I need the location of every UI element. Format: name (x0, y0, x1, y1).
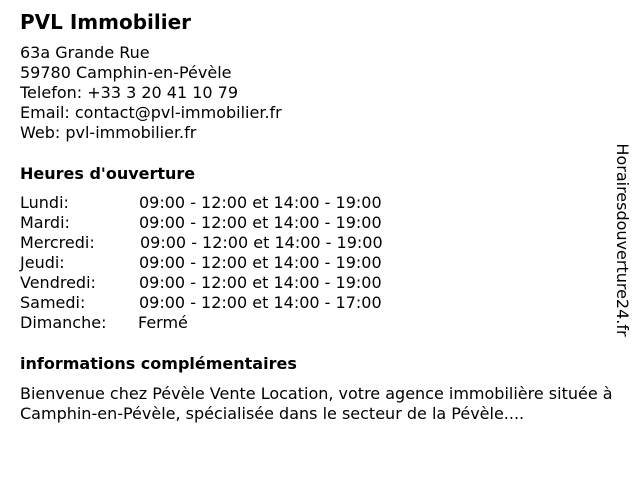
time-range: 09:00 - 12:00 et 14:00 - 19:00 (140, 233, 383, 252)
website-link[interactable]: Web: pvl-immobilier.fr (20, 123, 197, 142)
hours-heading: Heures d'ouverture (20, 164, 196, 183)
email-address[interactable]: Email: contact@pvl-immobilier.fr (20, 103, 282, 122)
business-name: PVL Immobilier (20, 10, 192, 34)
day-label: Vendredi: (20, 273, 96, 292)
city-address: 59780 Camphin-en-Pévèle (20, 63, 232, 82)
time-range: 09:00 - 12:00 et 14:00 - 19:00 (139, 253, 382, 272)
contact-block (20, 43, 282, 143)
info-heading: informations complémentaires (20, 354, 297, 373)
day-label: Lundi: (20, 193, 69, 212)
phone-number[interactable]: Telefon: +33 3 20 41 10 79 (20, 83, 239, 102)
side-brand-watermark: Horairesdouverture24.fr (613, 143, 632, 337)
day-label: Jeudi: (20, 253, 65, 272)
time-range: 09:00 - 12:00 et 14:00 - 19:00 (139, 273, 382, 292)
time-range: 09:00 - 12:00 et 14:00 - 19:00 (139, 213, 382, 232)
closed-label: Fermé (138, 313, 188, 332)
day-label: Mardi: (20, 213, 70, 232)
day-label: Samedi: (20, 293, 86, 312)
time-range: 09:00 - 12:00 et 14:00 - 19:00 (139, 193, 382, 212)
business-description: Bienvenue chez Pévèle Vente Location, votre agence immobilière située à Camphin-en-Pévèle, spécialisée dans le secteur de la Pévèle.... (20, 384, 613, 423)
day-label: Dimanche: (20, 313, 107, 332)
day-label: Mercredi: (20, 233, 95, 252)
time-range: 09:00 - 12:00 et 14:00 - 17:00 (139, 293, 382, 312)
street-address: 63a Grande Rue (20, 43, 150, 62)
